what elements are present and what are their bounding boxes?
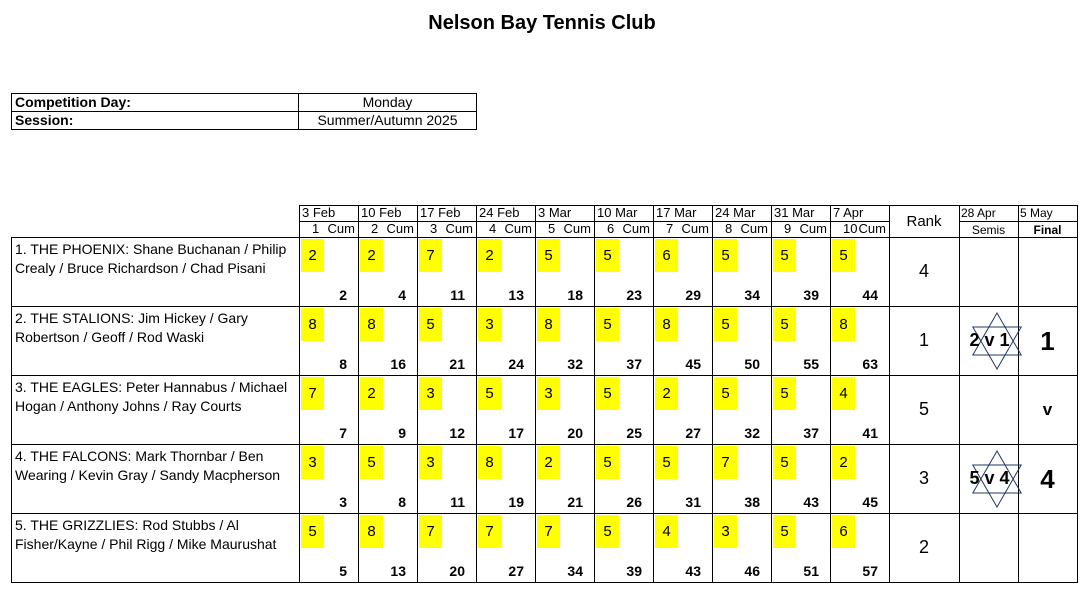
round-score: 3: [537, 377, 560, 410]
cumulative-score: 39: [803, 287, 819, 303]
round-score: 3: [714, 515, 737, 548]
cumulative-score: 11: [450, 494, 465, 510]
round-score: 5: [714, 377, 737, 410]
round-score: 7: [714, 446, 737, 479]
grid-line: [712, 205, 713, 583]
round-score: 8: [360, 308, 383, 341]
round-score: 5: [419, 308, 442, 341]
cumulative-score: 11: [450, 287, 465, 303]
round-score: 3: [478, 308, 501, 341]
cumulative-score: 16: [390, 356, 406, 372]
team-name: 1. THE PHOENIX: Shane Buchanan / Philip Crealy / Bruce Richardson / Chad Pisani: [15, 241, 287, 276]
cumulative-score: 9: [398, 425, 406, 441]
cumulative-label: Cum: [740, 221, 768, 236]
round-score: 2: [360, 239, 383, 272]
round-subheader: [536, 222, 593, 237]
round-date-header: 17 Mar: [656, 205, 697, 220]
round-score: 2: [301, 239, 324, 272]
cumulative-score: 17: [508, 425, 524, 441]
round-score: 5: [301, 515, 324, 548]
cumulative-score: 12: [449, 425, 465, 441]
round-score: 5: [832, 239, 855, 272]
cumulative-label: Cum: [563, 221, 591, 236]
round-score: 4: [832, 377, 855, 410]
grid-line: [299, 205, 300, 583]
grid-line: [1018, 205, 1019, 583]
semis-header: Semis: [971, 223, 1006, 237]
round-subheader: [359, 222, 416, 237]
round-subheader: [772, 222, 829, 237]
round-score: 5: [714, 239, 737, 272]
round-date-header: 3 Feb: [302, 205, 336, 220]
round-score: 6: [832, 515, 855, 548]
round-date-header: 24 Mar: [715, 205, 756, 220]
cumulative-score: 57: [862, 563, 878, 579]
round-score: 2: [655, 377, 678, 410]
round-number: 4: [489, 221, 497, 236]
cumulative-score: 8: [398, 494, 406, 510]
session-label: Session:: [12, 112, 299, 130]
cumulative-score: 27: [685, 425, 701, 441]
round-number: 3: [430, 221, 438, 236]
competition-day-value: Monday: [299, 94, 477, 112]
round-number: 10: [843, 221, 858, 236]
round-number: 2: [371, 221, 379, 236]
cumulative-score: 43: [685, 563, 701, 579]
final-header: Final: [1033, 223, 1062, 237]
round-score: 5: [773, 377, 796, 410]
grid-line: [417, 205, 418, 583]
round-score: 5: [360, 446, 383, 479]
team-rank: 5: [918, 399, 929, 419]
round-date-header: 17 Feb: [420, 205, 461, 220]
cumulative-score: 7: [339, 425, 347, 441]
cumulative-score: 21: [449, 356, 465, 372]
round-subheader: [477, 222, 534, 237]
session-value: Summer/Autumn 2025: [299, 112, 477, 130]
round-score: 7: [419, 515, 442, 548]
round-score: 5: [478, 377, 501, 410]
team-name: 3. THE EAGLES: Peter Hannabus / Michael Hogan / Anthony Johns / Ray Courts: [15, 379, 288, 414]
rank-header: Rank: [906, 213, 942, 230]
round-number: 5: [548, 221, 556, 236]
cumulative-label: Cum: [327, 221, 355, 236]
round-number: 9: [784, 221, 792, 236]
round-score: 3: [419, 446, 442, 479]
final-result: 4: [1040, 464, 1055, 494]
round-score: 5: [655, 446, 678, 479]
cumulative-score: 63: [862, 356, 878, 372]
final-result: 1: [1040, 326, 1055, 356]
cumulative-score: 39: [626, 563, 642, 579]
cumulative-score: 13: [508, 287, 524, 303]
cumulative-score: 51: [803, 563, 819, 579]
cumulative-score: 2: [339, 287, 347, 303]
round-score: 5: [714, 308, 737, 341]
round-score: 5: [596, 377, 619, 410]
cumulative-score: 37: [626, 356, 642, 372]
cumulative-score: 50: [744, 356, 760, 372]
round-score: 2: [832, 446, 855, 479]
grid-line: [653, 205, 654, 583]
cumulative-score: 25: [626, 425, 642, 441]
cumulative-score: 45: [862, 494, 878, 510]
round-score: 8: [478, 446, 501, 479]
round-subheader: [595, 222, 652, 237]
round-date-header: 31 Mar: [774, 205, 815, 220]
round-score: 3: [301, 446, 324, 479]
cumulative-score: 20: [567, 425, 583, 441]
cumulative-label: Cum: [622, 221, 650, 236]
grid-line: [358, 205, 359, 583]
round-score: 7: [419, 239, 442, 272]
round-score: 8: [832, 308, 855, 341]
cumulative-score: 34: [567, 563, 583, 579]
team-name: 4. THE FALCONS: Mark Thornbar / Ben Wearing / Kevin Gray / Sandy Macpherson: [15, 448, 281, 483]
cumulative-score: 43: [803, 494, 819, 510]
grid-line: [11, 582, 1078, 583]
cumulative-score: 8: [339, 356, 347, 372]
grid-line: [771, 205, 772, 583]
cumulative-score: 55: [803, 356, 819, 372]
cumulative-score: 21: [567, 494, 583, 510]
round-score: 7: [478, 515, 501, 548]
team-rank: 2: [918, 537, 929, 557]
grid-line: [1077, 205, 1078, 583]
cumulative-score: 18: [567, 287, 583, 303]
team-name: 5. THE GRIZZLIES: Rod Stubbs / Al Fisher/Kayne / Phil Rigg / Mike Maurushat: [15, 517, 277, 552]
round-number: 7: [666, 221, 674, 236]
grid-line: [594, 205, 595, 583]
round-score: 6: [655, 239, 678, 272]
competition-day-label: Competition Day:: [12, 94, 299, 112]
round-date-header: 10 Mar: [597, 205, 638, 220]
team-rank: 1: [918, 330, 929, 350]
round-subheader: [300, 222, 357, 237]
cumulative-score: 29: [685, 287, 701, 303]
round-date-header: 3 Mar: [538, 205, 572, 220]
semis-date-header: 28 Apr: [961, 206, 996, 220]
final-date-header: 5 May: [1020, 206, 1053, 220]
round-score: 5: [596, 446, 619, 479]
cumulative-score: 13: [390, 563, 406, 579]
cumulative-score: 32: [567, 356, 583, 372]
cumulative-score: 46: [744, 563, 760, 579]
round-score: 5: [596, 308, 619, 341]
round-score: 2: [537, 446, 560, 479]
round-score: 7: [301, 377, 324, 410]
results-grid: [11, 205, 1078, 583]
round-subheader: [713, 222, 770, 237]
cumulative-score: 3: [339, 494, 347, 510]
cumulative-score: 45: [685, 356, 701, 372]
round-score: 5: [537, 239, 560, 272]
team-name: 2. THE STALIONS: Jim Hickey / Gary Robertson / Geoff / Rod Waski: [15, 310, 248, 345]
team-rank: 3: [918, 468, 929, 488]
round-score: 8: [537, 308, 560, 341]
round-number: 8: [725, 221, 733, 236]
round-score: 5: [596, 515, 619, 548]
final-result: v: [1042, 400, 1053, 419]
cumulative-score: 24: [508, 356, 524, 372]
cumulative-score: 19: [508, 494, 524, 510]
round-subheader: [654, 222, 711, 237]
cumulative-score: 23: [626, 287, 642, 303]
cumulative-score: 34: [744, 287, 760, 303]
round-date-header: 10 Feb: [361, 205, 402, 220]
grid-line: [959, 205, 960, 583]
grid-line: [830, 205, 831, 583]
cumulative-label: Cum: [386, 221, 414, 236]
round-score: 5: [596, 239, 619, 272]
team-rank: 4: [918, 261, 929, 281]
round-score: 5: [773, 446, 796, 479]
cumulative-score: 37: [803, 425, 819, 441]
round-number: 1: [312, 221, 320, 236]
cumulative-score: 20: [449, 563, 465, 579]
round-score: 8: [655, 308, 678, 341]
round-score: 3: [419, 377, 442, 410]
cumulative-score: 4: [398, 287, 406, 303]
round-score: 5: [773, 515, 796, 548]
cumulative-label: Cum: [858, 221, 886, 236]
round-score: 4: [655, 515, 678, 548]
competition-info-table: [11, 93, 477, 130]
page-title: Nelson Bay Tennis Club: [428, 12, 656, 34]
cumulative-label: Cum: [799, 221, 827, 236]
cumulative-label: Cum: [445, 221, 473, 236]
cumulative-score: 44: [862, 287, 878, 303]
round-score: 7: [537, 515, 560, 548]
grid-line: [535, 205, 536, 583]
round-score: 2: [478, 239, 501, 272]
cumulative-label: Cum: [504, 221, 532, 236]
round-score: 8: [301, 308, 324, 341]
cumulative-score: 38: [744, 494, 760, 510]
round-subheader: [418, 222, 475, 237]
round-date-header: 24 Feb: [479, 205, 520, 220]
cumulative-label: Cum: [681, 221, 709, 236]
cumulative-score: 5: [339, 563, 347, 579]
round-score: 8: [360, 515, 383, 548]
round-date-header: 7 Apr: [833, 205, 864, 220]
round-score: 2: [360, 377, 383, 410]
semi-final-matchup: 2 v 1: [969, 330, 1010, 350]
cumulative-score: 31: [685, 494, 701, 510]
round-number: 6: [607, 221, 615, 236]
round-subheader: [831, 222, 888, 237]
cumulative-score: 41: [862, 425, 878, 441]
round-score: 5: [773, 239, 796, 272]
grid-line: [476, 205, 477, 583]
round-score: 5: [773, 308, 796, 341]
cumulative-score: 26: [626, 494, 642, 510]
cumulative-score: 32: [744, 425, 760, 441]
semi-final-matchup: 5 v 4: [969, 468, 1010, 488]
cumulative-score: 27: [508, 563, 524, 579]
